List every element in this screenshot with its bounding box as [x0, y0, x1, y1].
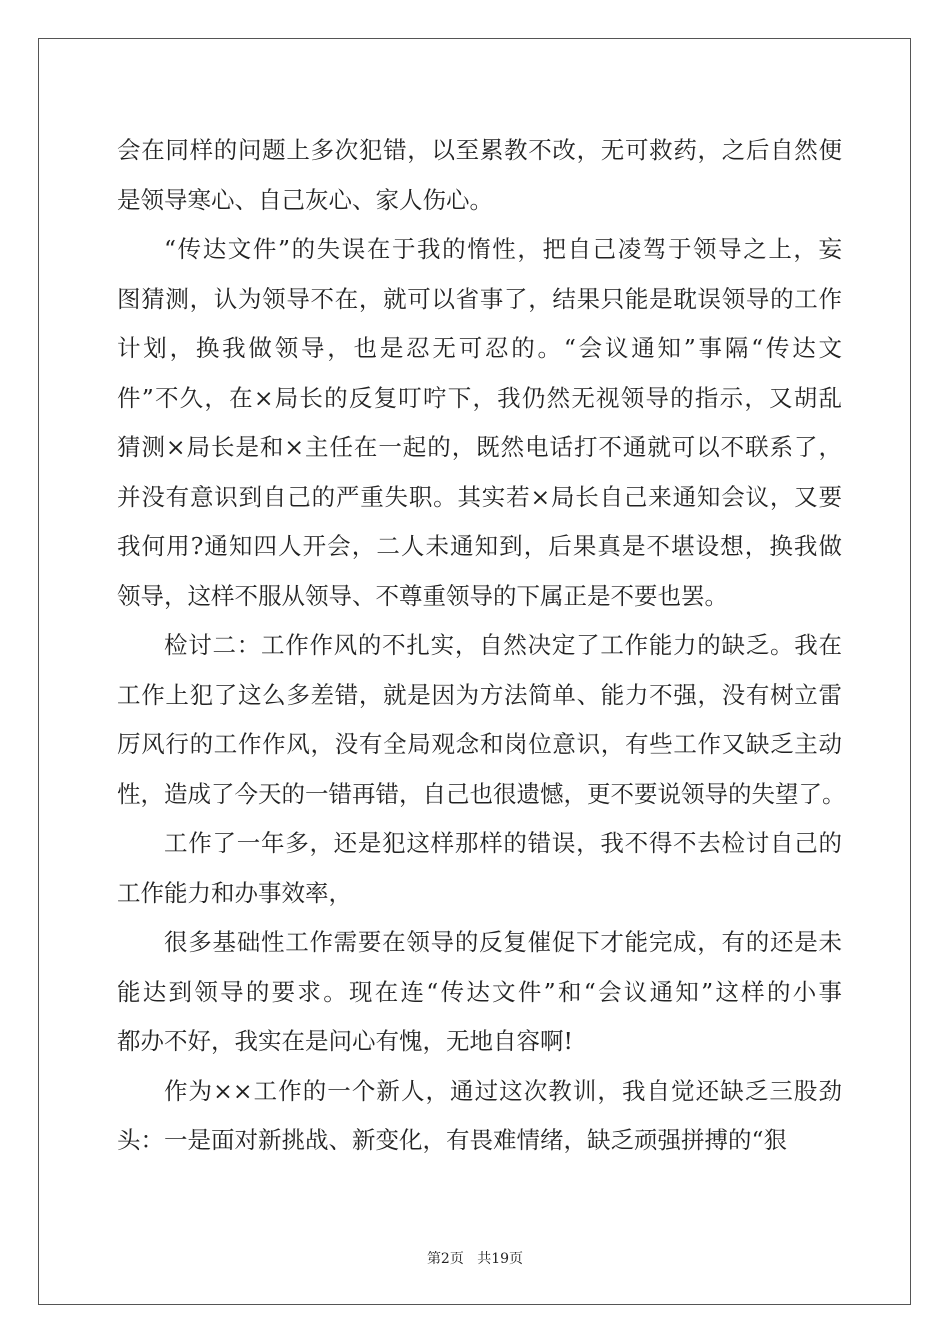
text-line: 计划，换我做领导，也是忍无可忍的。“会议通知”事隔“传达文 [117, 334, 842, 362]
text-line: 检讨二：工作作风的不扎实，自然决定了工作能力的缺乏。我在 [164, 631, 842, 659]
page-footer [0, 1248, 950, 1268]
text-line: 工作上犯了这么多差错，就是因为方法简单、能力不强，没有树立雷 [117, 680, 842, 709]
text-line: 图猜测，认为领导不在，就可以省事了，结果只能是耽误领导的工作 [117, 284, 842, 313]
text-line: 件”不久，在×局长的反复叮咛下，我仍然无视领导的指示，又胡乱 [117, 383, 842, 412]
text-line: 很多基础性工作需要在领导的反复催促下才能完成，有的还是未 [164, 928, 842, 956]
text-line: 工作了一年多，还是犯这样那样的错误，我不得不去检讨自己的 [164, 829, 842, 857]
text-line: 会在同样的问题上多次犯错，以至累教不改，无可救药，之后自然便 [117, 136, 842, 164]
text-line: 领导，这样不服从领导、不尊重领导的下属正是不要也罢。 [117, 581, 728, 610]
text-line: 并没有意识到自己的严重失职。其实若×局长自己来通知会议，又要 [117, 482, 842, 511]
paragraph [117, 819, 842, 918]
paragraph [117, 126, 842, 225]
text-line: 都办不好，我实在是问心有愧，无地自容啊! [117, 1027, 573, 1055]
paragraph [117, 225, 842, 621]
text-line: “传达文件”的失误在于我的惰性，把自己凌驾于领导之上，妄 [164, 235, 842, 263]
paragraph [117, 918, 842, 1067]
text-line: 工作能力和办事效率， [117, 878, 352, 907]
text-line: 是领导寒心、自己灰心、家人伤心。 [117, 185, 493, 214]
text-line: 我何用?通知四人开会，二人未通知到，后果真是不堪设想，换我做 [117, 532, 842, 560]
text-line: 猜测×局长是和×主任在一起的，既然电话打不通就可以不联系了， [117, 433, 842, 461]
page-number: 第2页 [426, 1251, 464, 1267]
document-body [117, 126, 846, 1166]
text-line: 头：一是面对新挑战、新变化，有畏难情绪，缺乏顽强拼搏的“狠 [117, 1126, 788, 1154]
paragraph [117, 621, 846, 819]
text-line: 能达到领导的要求。现在连“传达文件”和“会议通知”这样的小事 [117, 977, 842, 1006]
text-line: 性，造成了今天的一错再错，自己也很遗憾，更不要说领导的失望了。 [117, 779, 846, 808]
paragraph [117, 1067, 842, 1166]
text-line: 作为××工作的一个新人，通过这次教训，我自觉还缺乏三股劲 [164, 1076, 842, 1105]
text-line: 厉风行的工作作风，没有全局观念和岗位意识，有些工作又缺乏主动 [117, 730, 842, 758]
page-total: 共19页 [477, 1251, 524, 1267]
